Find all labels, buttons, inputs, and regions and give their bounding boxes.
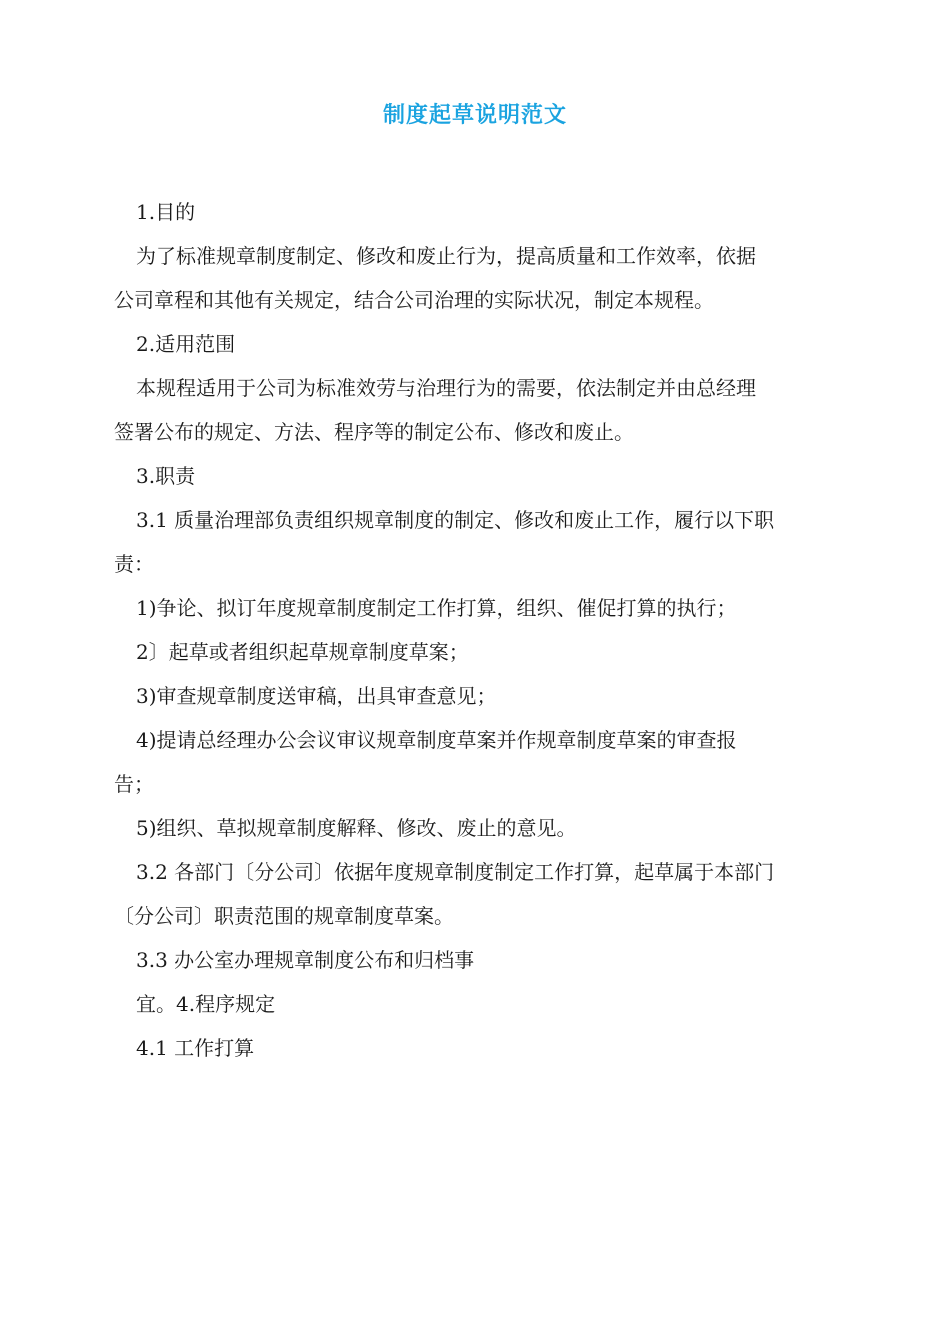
list-item: 2〕起草或者组织起草规章制度草案； <box>136 640 469 664</box>
document-title: 制度起草说明范文 <box>382 103 567 128</box>
list-item-continuation: 告； <box>114 772 154 796</box>
list-item: 1)争论、拟订年度规章制度制定工作打算，组织、催促打算的执行； <box>136 596 737 620</box>
paragraph-line: 3.3 办公室办理规章制度公布和归档事 <box>136 948 475 972</box>
paragraph-line: 为了标准规章制度制定、修改和废止行为，提高质量和工作效率，依据 <box>136 244 756 268</box>
paragraph-line: 〔分公司〕职责范围的规章制度草案。 <box>114 904 454 928</box>
section-heading-scope: 2.适用范围 <box>136 332 236 356</box>
section-heading-purpose: 1.目的 <box>136 200 196 224</box>
list-item: 5)组织、草拟规章制度解释、修改、废止的意见。 <box>136 816 577 840</box>
list-item: 4)提请总经理办公会议审议规章制度草案并作规章制度草案的审查报 <box>136 728 737 752</box>
paragraph-line: 责： <box>114 552 154 576</box>
section-heading-duties: 3.职责 <box>136 464 196 488</box>
list-item: 3)审查规章制度送审稿，出具审查意见； <box>136 684 497 708</box>
paragraph-line: 3.1 质量治理部负责组织规章制度的制定、修改和废止工作，履行以下职 <box>136 508 775 532</box>
paragraph-line: 本规程适用于公司为标准效劳与治理行为的需要，依法制定并由总经理 <box>136 376 756 400</box>
paragraph-line: 宜。4.程序规定 <box>136 992 276 1016</box>
section-heading-plan: 4.1 工作打算 <box>136 1036 255 1060</box>
paragraph-line: 3.2 各部门〔分公司〕依据年度规章制度制定工作打算，起草属于本部门 <box>136 860 775 884</box>
paragraph-line: 公司章程和其他有关规定，结合公司治理的实际状况，制定本规程。 <box>114 288 714 312</box>
paragraph-line: 签署公布的规定、方法、程序等的制定公布、修改和废止。 <box>114 420 634 444</box>
document-body <box>114 190 854 1070</box>
